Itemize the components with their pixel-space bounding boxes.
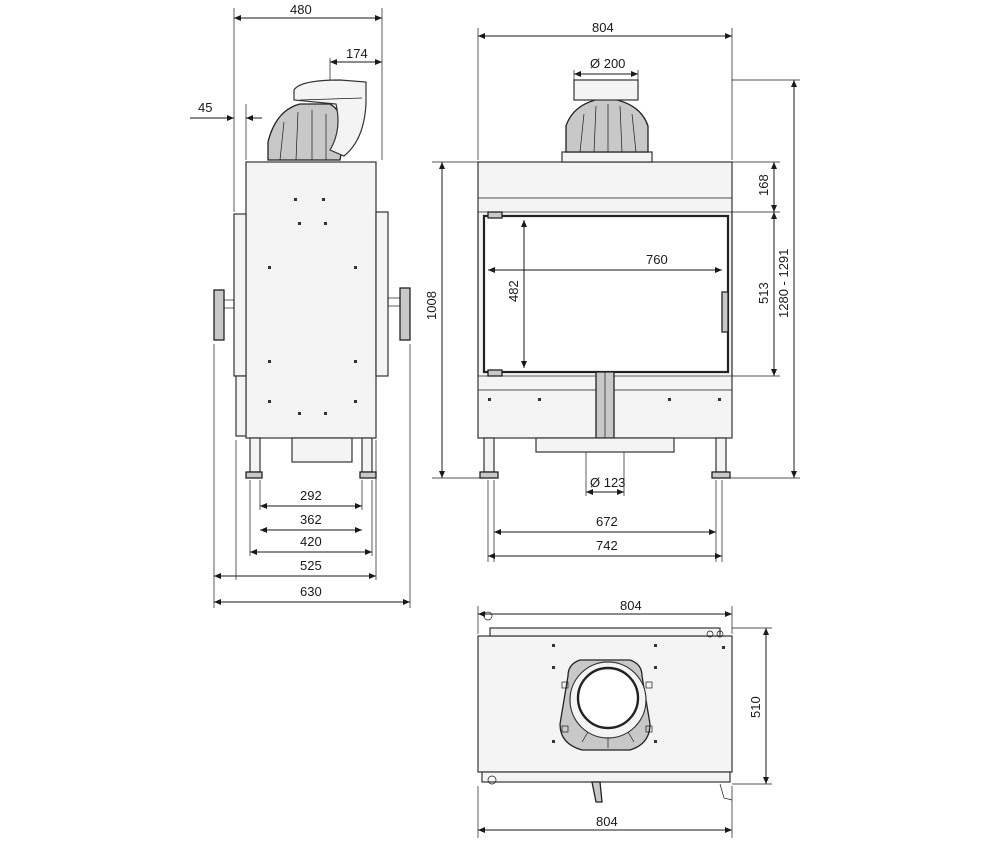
top-flue-opening	[578, 668, 638, 728]
side-right-panel	[376, 212, 388, 376]
dim-front-513: 513	[756, 282, 771, 304]
dim-front-flue: Ø 200	[590, 56, 626, 71]
dim-front-482: 482	[506, 280, 521, 302]
dim-front-air: Ø 123	[590, 475, 626, 490]
dim-front-742: 742	[596, 538, 618, 553]
front-flue-pipe	[574, 80, 638, 100]
front-door-handle	[722, 292, 728, 332]
dim-front-overall: 1280 - 1291	[776, 248, 791, 318]
dim-side-630: 630	[300, 584, 322, 599]
dim-side-525: 525	[300, 558, 322, 573]
dim-top-804-lower: 804	[596, 814, 618, 829]
dim-front-804: 804	[592, 20, 614, 35]
dim-side-174: 174	[346, 46, 368, 61]
dim-front-672: 672	[596, 514, 618, 529]
top-view	[478, 612, 732, 802]
side-left-panel	[234, 214, 246, 376]
side-right-handle	[400, 288, 410, 340]
side-body	[246, 162, 376, 438]
side-left-handle	[214, 290, 224, 340]
dim-side-420: 420	[300, 534, 322, 549]
dim-top-510: 510	[748, 696, 763, 718]
dim-side-480: 480	[290, 2, 312, 17]
front-flue-collar	[566, 98, 648, 152]
side-view	[214, 80, 410, 478]
front-view	[478, 80, 732, 478]
dim-side-292: 292	[300, 488, 322, 503]
dim-side-45: 45	[198, 100, 213, 115]
dim-front-168: 168	[756, 174, 771, 196]
dim-side-362: 362	[300, 512, 322, 527]
dim-front-760: 760	[646, 252, 668, 267]
dim-top-804-upper: 804	[620, 598, 642, 613]
dim-front-1008: 1008	[424, 291, 439, 320]
